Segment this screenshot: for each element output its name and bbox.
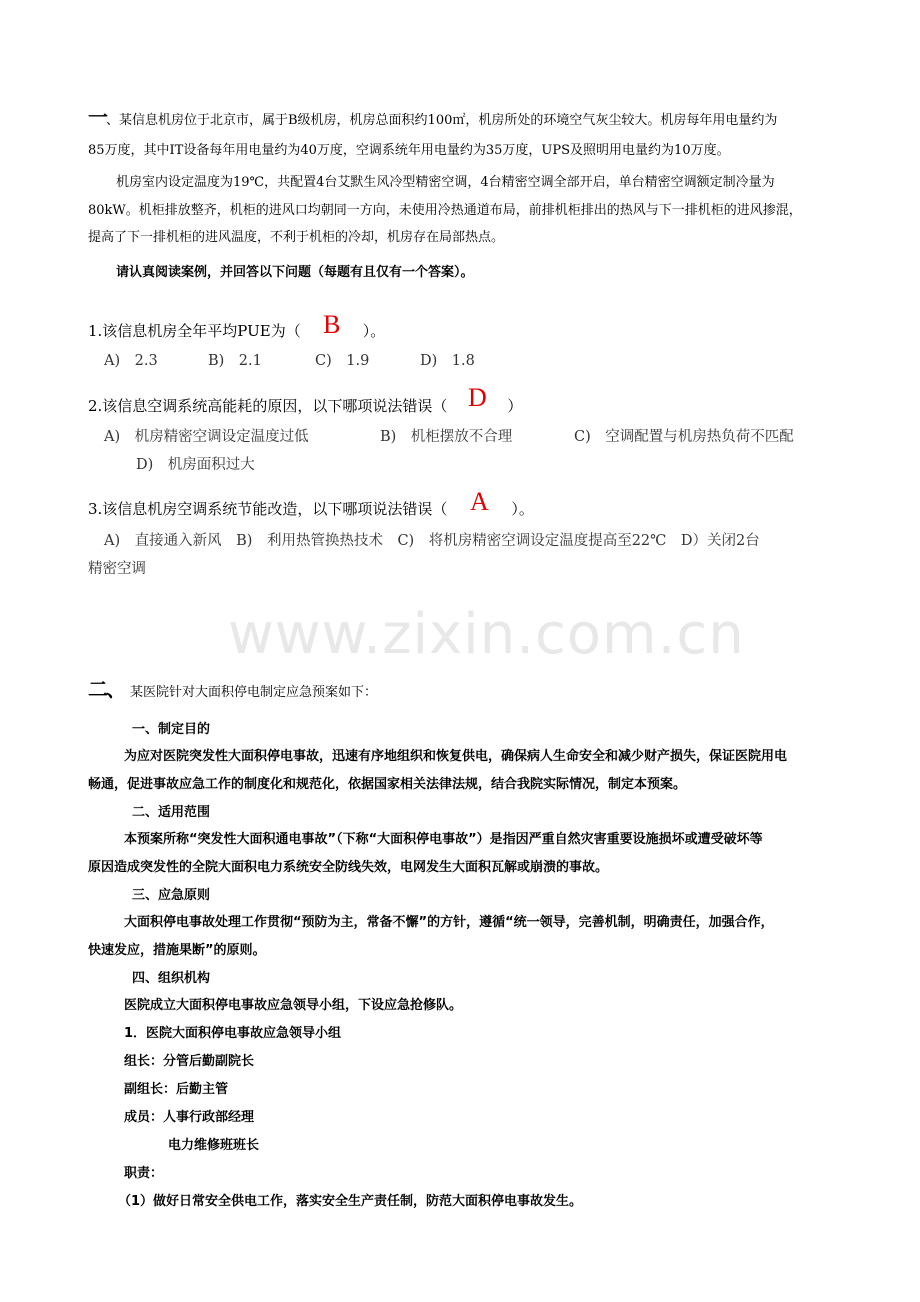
organization-item1: 1．医院大面积停电事故应急领导小组 — [124, 1026, 342, 1041]
purpose-line1: 为应对医院突发性大面积停电事故，迅速有序地组织和恢复供电，确保病人生命安全和减少财产损失，保证医院用电 — [124, 749, 788, 764]
q1-option-d: D) 1.8 — [420, 353, 475, 369]
q1-option-c: C) 1.9 — [315, 353, 370, 369]
principle-line2: 快速发应，措施果断”的原则。 — [88, 943, 266, 958]
q1-option-b: B) 2.1 — [208, 353, 262, 369]
q3-options-line1: A) 直接通入新风 B) 利用热管换热技术 C) 将机房精密空调设定温度提高至22℃ D）关闭2台 — [104, 533, 760, 549]
section2-intro-line: 二、 某医院针对大面积停电制定应急预案如下： — [88, 677, 378, 701]
section1-p2-line1: 机房室内设定温度为19℃，共配置4台艾默生风冷型精密空调，4台精密空调全部开启，单台精密空调额定制冷量为 — [116, 175, 775, 190]
section1-number: 一 — [88, 105, 106, 129]
watermark: www.zixin.com.cn — [228, 602, 745, 667]
section1-line1: 一、某信息机房位于北京市，属于B级机房，机房总面积约100㎡，机房所处的环境空气灰尘较大。机房每年用电量约为 — [88, 105, 778, 129]
principle-line1: 大面积停电事故处理工作贯彻“预防为主，常备不懈”的方针，遵循“统一领导，完善机制，明确责任，加强合作， — [124, 915, 774, 930]
instruction-text: 请认真阅读案例，并回答以下问题（每题有且仅有一个答案）。 — [116, 265, 474, 280]
heading-scope: 二、适用范围 — [132, 805, 211, 820]
question-2: 2.该信息空调系统高能耗的原因，以下哪项说法错误（ D ） — [88, 383, 523, 415]
q1-option-a: A) 2.3 — [104, 353, 158, 369]
section1-p2-line3: 提高了下一排机柜的进风温度，不利于机柜的冷却，机房存在局部热点。 — [88, 230, 505, 245]
heading-purpose: 一、制定目的 — [132, 722, 211, 737]
leader-line: 组长：分管后勤副院长 — [124, 1054, 255, 1069]
deputy-line: 副组长：后勤主管 — [124, 1082, 229, 1097]
scope-line2: 原因造成突发性的全院大面积电力系统安全防线失效，电网发生大面积瓦解或崩溃的事故。 — [88, 860, 609, 875]
section1-p2-line2: 80kW。机柜排放整齐，机柜的进风口均朝同一方向，未使用冷热通道布局，前排机柜排出的热风与下一排机柜的进风掺混， — [88, 203, 802, 218]
duty-1: （1）做好日常安全供电工作，落实安全生产责任制，防范大面积停电事故发生。 — [118, 1194, 583, 1209]
answer-2: D — [467, 383, 487, 412]
question-3: 3.该信息机房空调系统节能改造，以下哪项说法错误（ A ）。 — [88, 487, 534, 518]
members-line1: 成员：人事行政部经理 — [124, 1110, 255, 1125]
scope-line1: 本预案所称“突发性大面积通电事故”（下称“大面积停电事故”）是指因严重自然灾害重要设施损坏或遭受破坏等 — [124, 832, 763, 847]
q2-option-d: D) 机房面积过大 — [136, 457, 255, 473]
q2-option-c: C) 空调配置与机房热负荷不匹配 — [574, 429, 794, 445]
q3-options-line2: 精密空调 — [88, 561, 146, 577]
purpose-line2: 畅通，促进事故应急工作的制度化和规范化，依据国家相关法律法规，结合我院实际情况，制定本预案。 — [88, 777, 687, 792]
section2-number: 二、 — [88, 677, 124, 701]
answer-3: A — [469, 487, 489, 516]
members-line2: 电力维修班班长 — [168, 1138, 260, 1153]
question-1: 1.该信息机房全年平均PUE为（ B ）。 — [88, 310, 386, 340]
q2-option-b: B) 机柜摆放不合理 — [380, 429, 513, 445]
section1-line2: 85万度，其中IT设备每年用电量约为40万度，空调系统年用电量约为35万度，UPS及照明用电量约为10万度。 — [88, 143, 730, 158]
heading-organization: 四、组织机构 — [132, 971, 211, 986]
heading-principle: 三、应急原则 — [132, 888, 211, 903]
answer-1: B — [323, 310, 341, 339]
organization-line1: 医院成立大面积停电事故应急领导小组，下设应急抢修队。 — [124, 998, 463, 1013]
q2-option-a: A) 机房精密空调设定温度过低 — [104, 429, 309, 445]
duties-label: 职责： — [124, 1166, 164, 1181]
